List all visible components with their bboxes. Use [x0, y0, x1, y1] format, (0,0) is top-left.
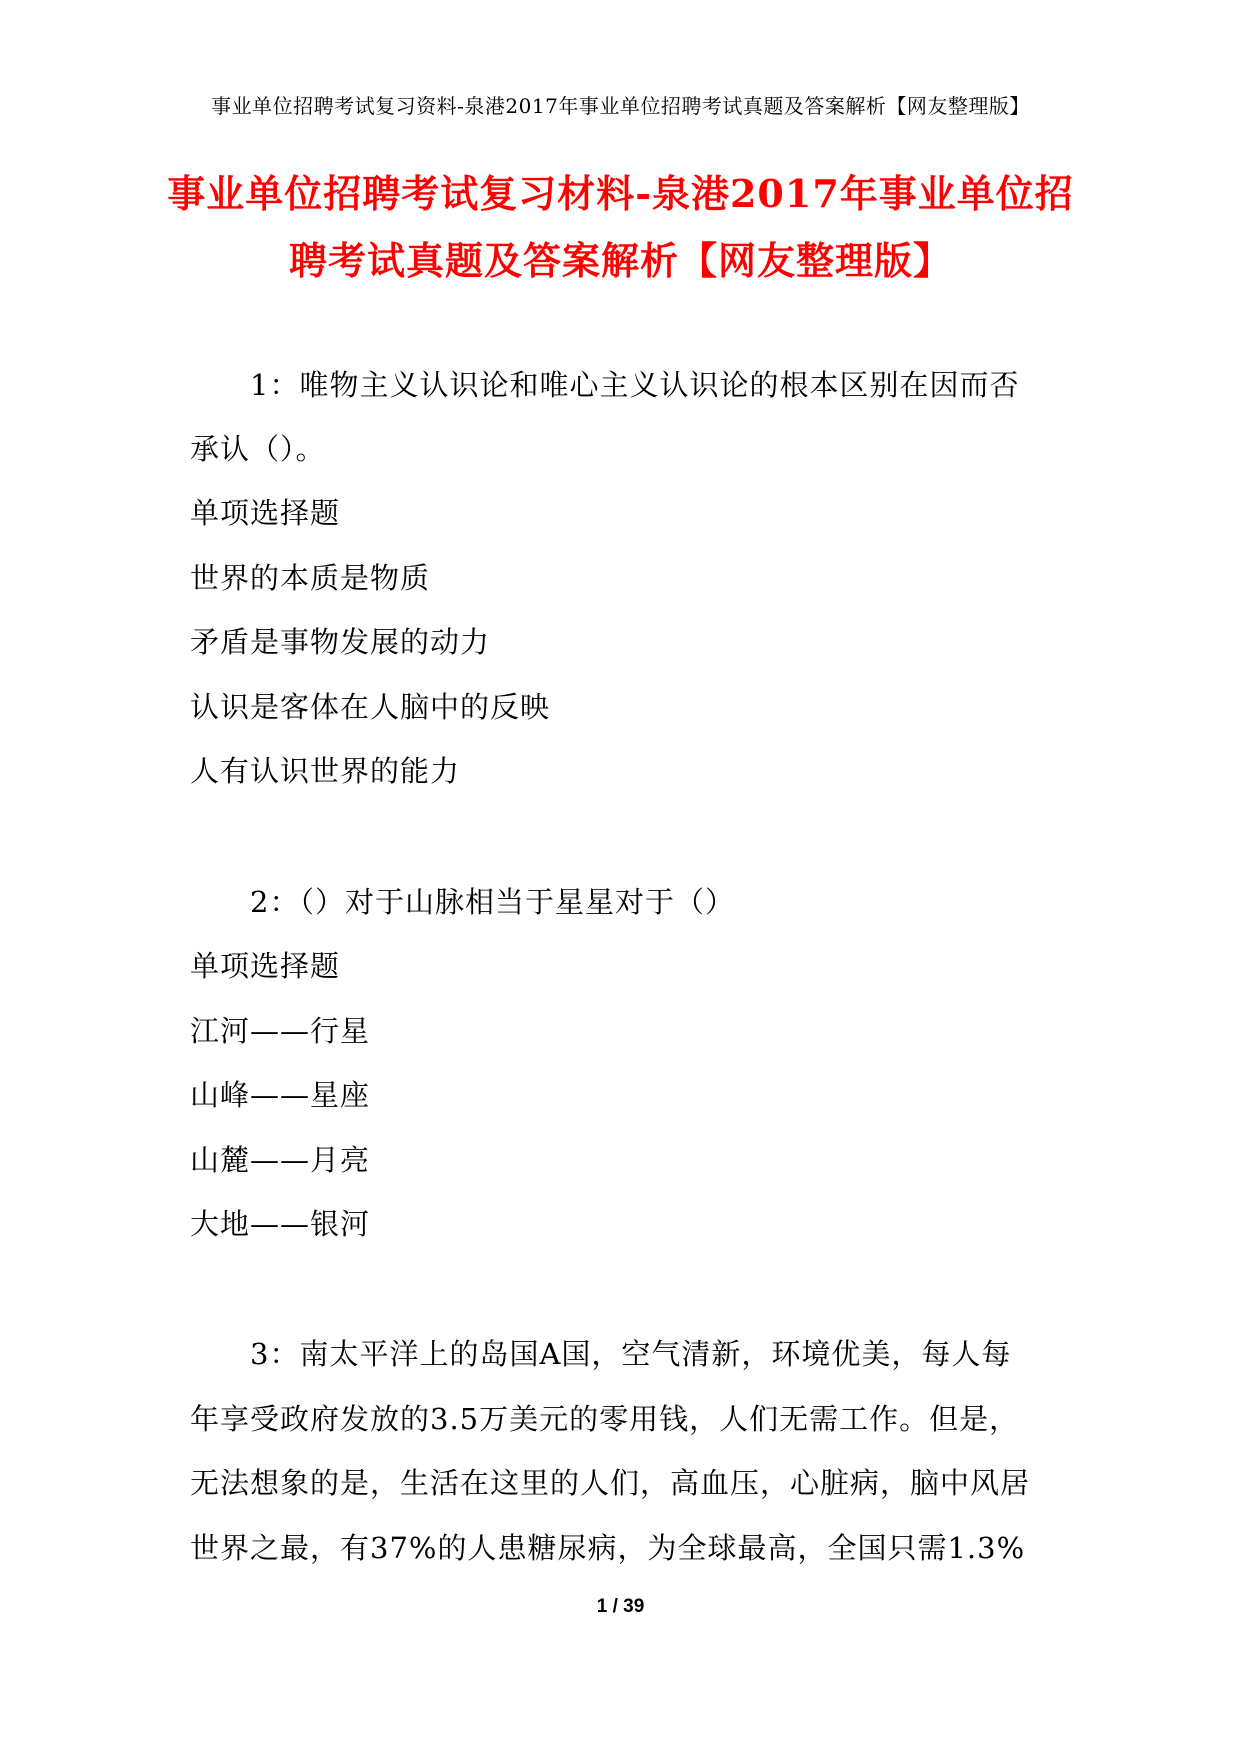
question-2-option: 大地——银河 — [190, 1207, 371, 1241]
document-title-line-1: 事业单位招聘考试复习材料-泉港2017年事业单位招 — [167, 171, 1074, 216]
question-2-type: 单项选择题 — [190, 949, 341, 983]
page-number: 1 / 39 — [596, 1596, 645, 1617]
question-1-stem-line-1: 1：唯物主义认识论和唯心主义认识论的根本区别在因而否 — [250, 368, 1020, 402]
document-title-line-2: 聘考试真题及答案解析【网友整理版】 — [288, 238, 952, 283]
question-1-stem-line-2: 承认（）。 — [190, 432, 326, 466]
question-2-stem-line-1: 2：（）对于山脉相当于星星对于（） — [250, 885, 735, 919]
question-1-type: 单项选择题 — [190, 496, 341, 530]
question-1-option: 认识是客体在人脑中的反映 — [190, 690, 551, 724]
question-3-stem-line-4: 世界之最，有37%的人患糖尿病，为全球最高，全国只需1.3% — [190, 1531, 1026, 1565]
question-3-stem-line-2: 年享受政府发放的3.5万美元的零用钱，人们无需工作。但是， — [190, 1402, 1020, 1436]
question-3-stem-line-3: 无法想象的是，生活在这里的人们，高血压，心脏病，脑中风居 — [190, 1466, 1031, 1500]
question-3-stem-line-1: 3：南太平洋上的岛国A国，空气清新，环境优美，每人每 — [250, 1337, 1012, 1371]
question-1-option: 人有认识世界的能力 — [190, 754, 461, 788]
question-2-option: 山麓——月亮 — [190, 1143, 371, 1177]
running-header: 事业单位招聘考试复习资料-泉港2017年事业单位招聘考试真题及答案解析【网友整理版】 — [211, 94, 1030, 118]
question-2-option: 山峰——星座 — [190, 1078, 371, 1112]
question-1-option: 矛盾是事物发展的动力 — [190, 625, 491, 659]
question-2-option: 江河——行星 — [190, 1014, 371, 1048]
question-1-option: 世界的本质是物质 — [190, 561, 431, 595]
